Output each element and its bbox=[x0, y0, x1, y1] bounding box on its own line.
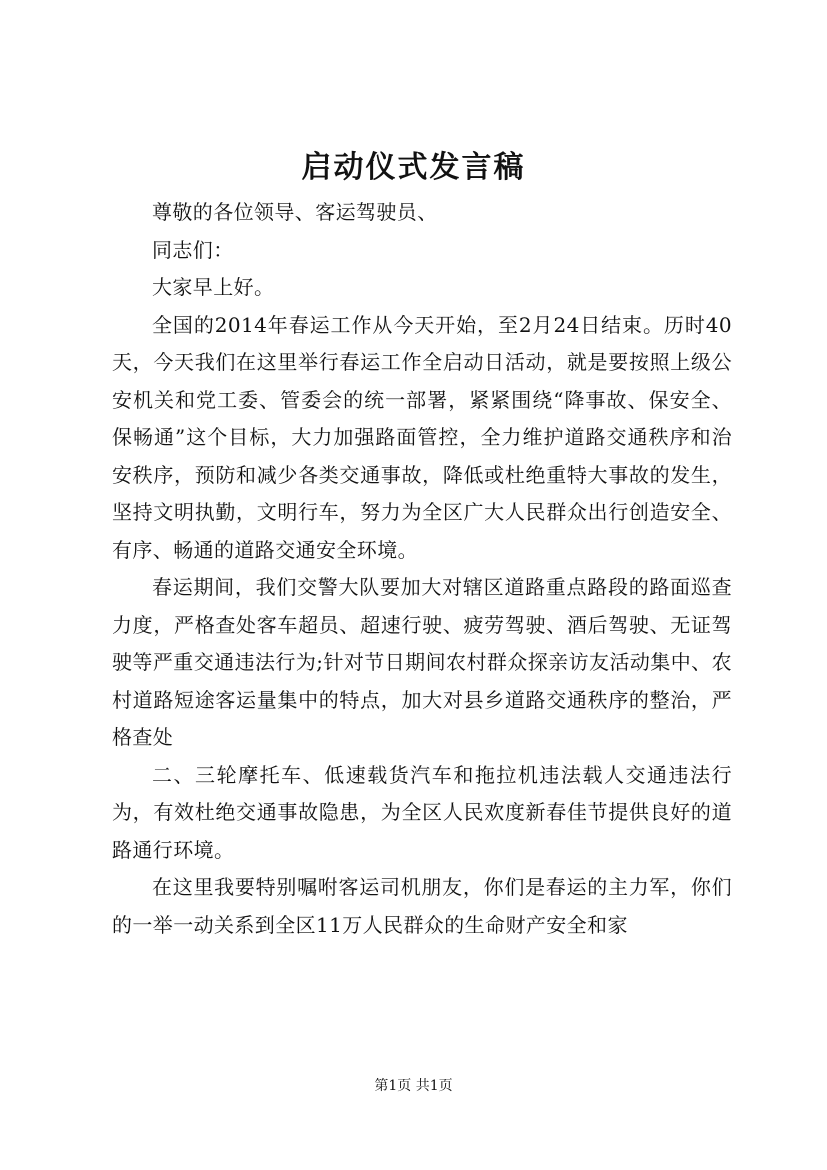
greeting-paragraph: 大家早上好。 bbox=[152, 275, 275, 299]
body-paragraph: 全国的2014年春运工作从今天开始，至2月24日结束。历时40天，今天我们在这里举行春运工作全启动日活动，就是要按照上级公安机关和党工委、管委会的统一部署，紧紧围绕“降事故、保安全、保畅通”这个目标，大力加强路面管控，全力维护道路交通秩序和治安秩序，预防和减少各类交通事故，降低或杜绝重特大事故的发生，坚持文明执勤，文明行车，努力为全区广大人民群众出行创造安全、有序、畅通的道路交通安全环境。 bbox=[112, 312, 732, 562]
page-footer: 第1页 共1页 bbox=[374, 1078, 453, 1094]
body-paragraph: 春运期间，我们交警大队要加大对辖区道路重点路段的路面巡查力度，严格查处客车超员、超速行驶、疲劳驾驶、酒后驾驶、无证驾驶等严重交通违法行为;针对节日期间农村群众探亲访友活动集中、农村道路短途客运量集中的特点，加大对县乡道路交通秩序的整治，严格查处 bbox=[112, 575, 732, 749]
body-paragraph: 在这里我要特别嘱咐客运司机朋友，你们是春运的主力军，你们的一举一动关系到全区11万人民群众的生命财产安全和家 bbox=[112, 875, 732, 937]
body-paragraph: 二、三轮摩托车、低速载货汽车和拖拉机违法载人交通违法行为，有效杜绝交通事故隐患，为全区人民欢度新春佳节提供良好的道路通行环境。 bbox=[112, 762, 732, 862]
salutation-line: 尊敬的各位领导、客运驾驶员、 bbox=[152, 200, 438, 224]
salutation-line: 同志们： bbox=[152, 237, 234, 262]
document-title: 启动仪式发言稿 bbox=[301, 150, 526, 185]
document-body bbox=[112, 194, 732, 944]
